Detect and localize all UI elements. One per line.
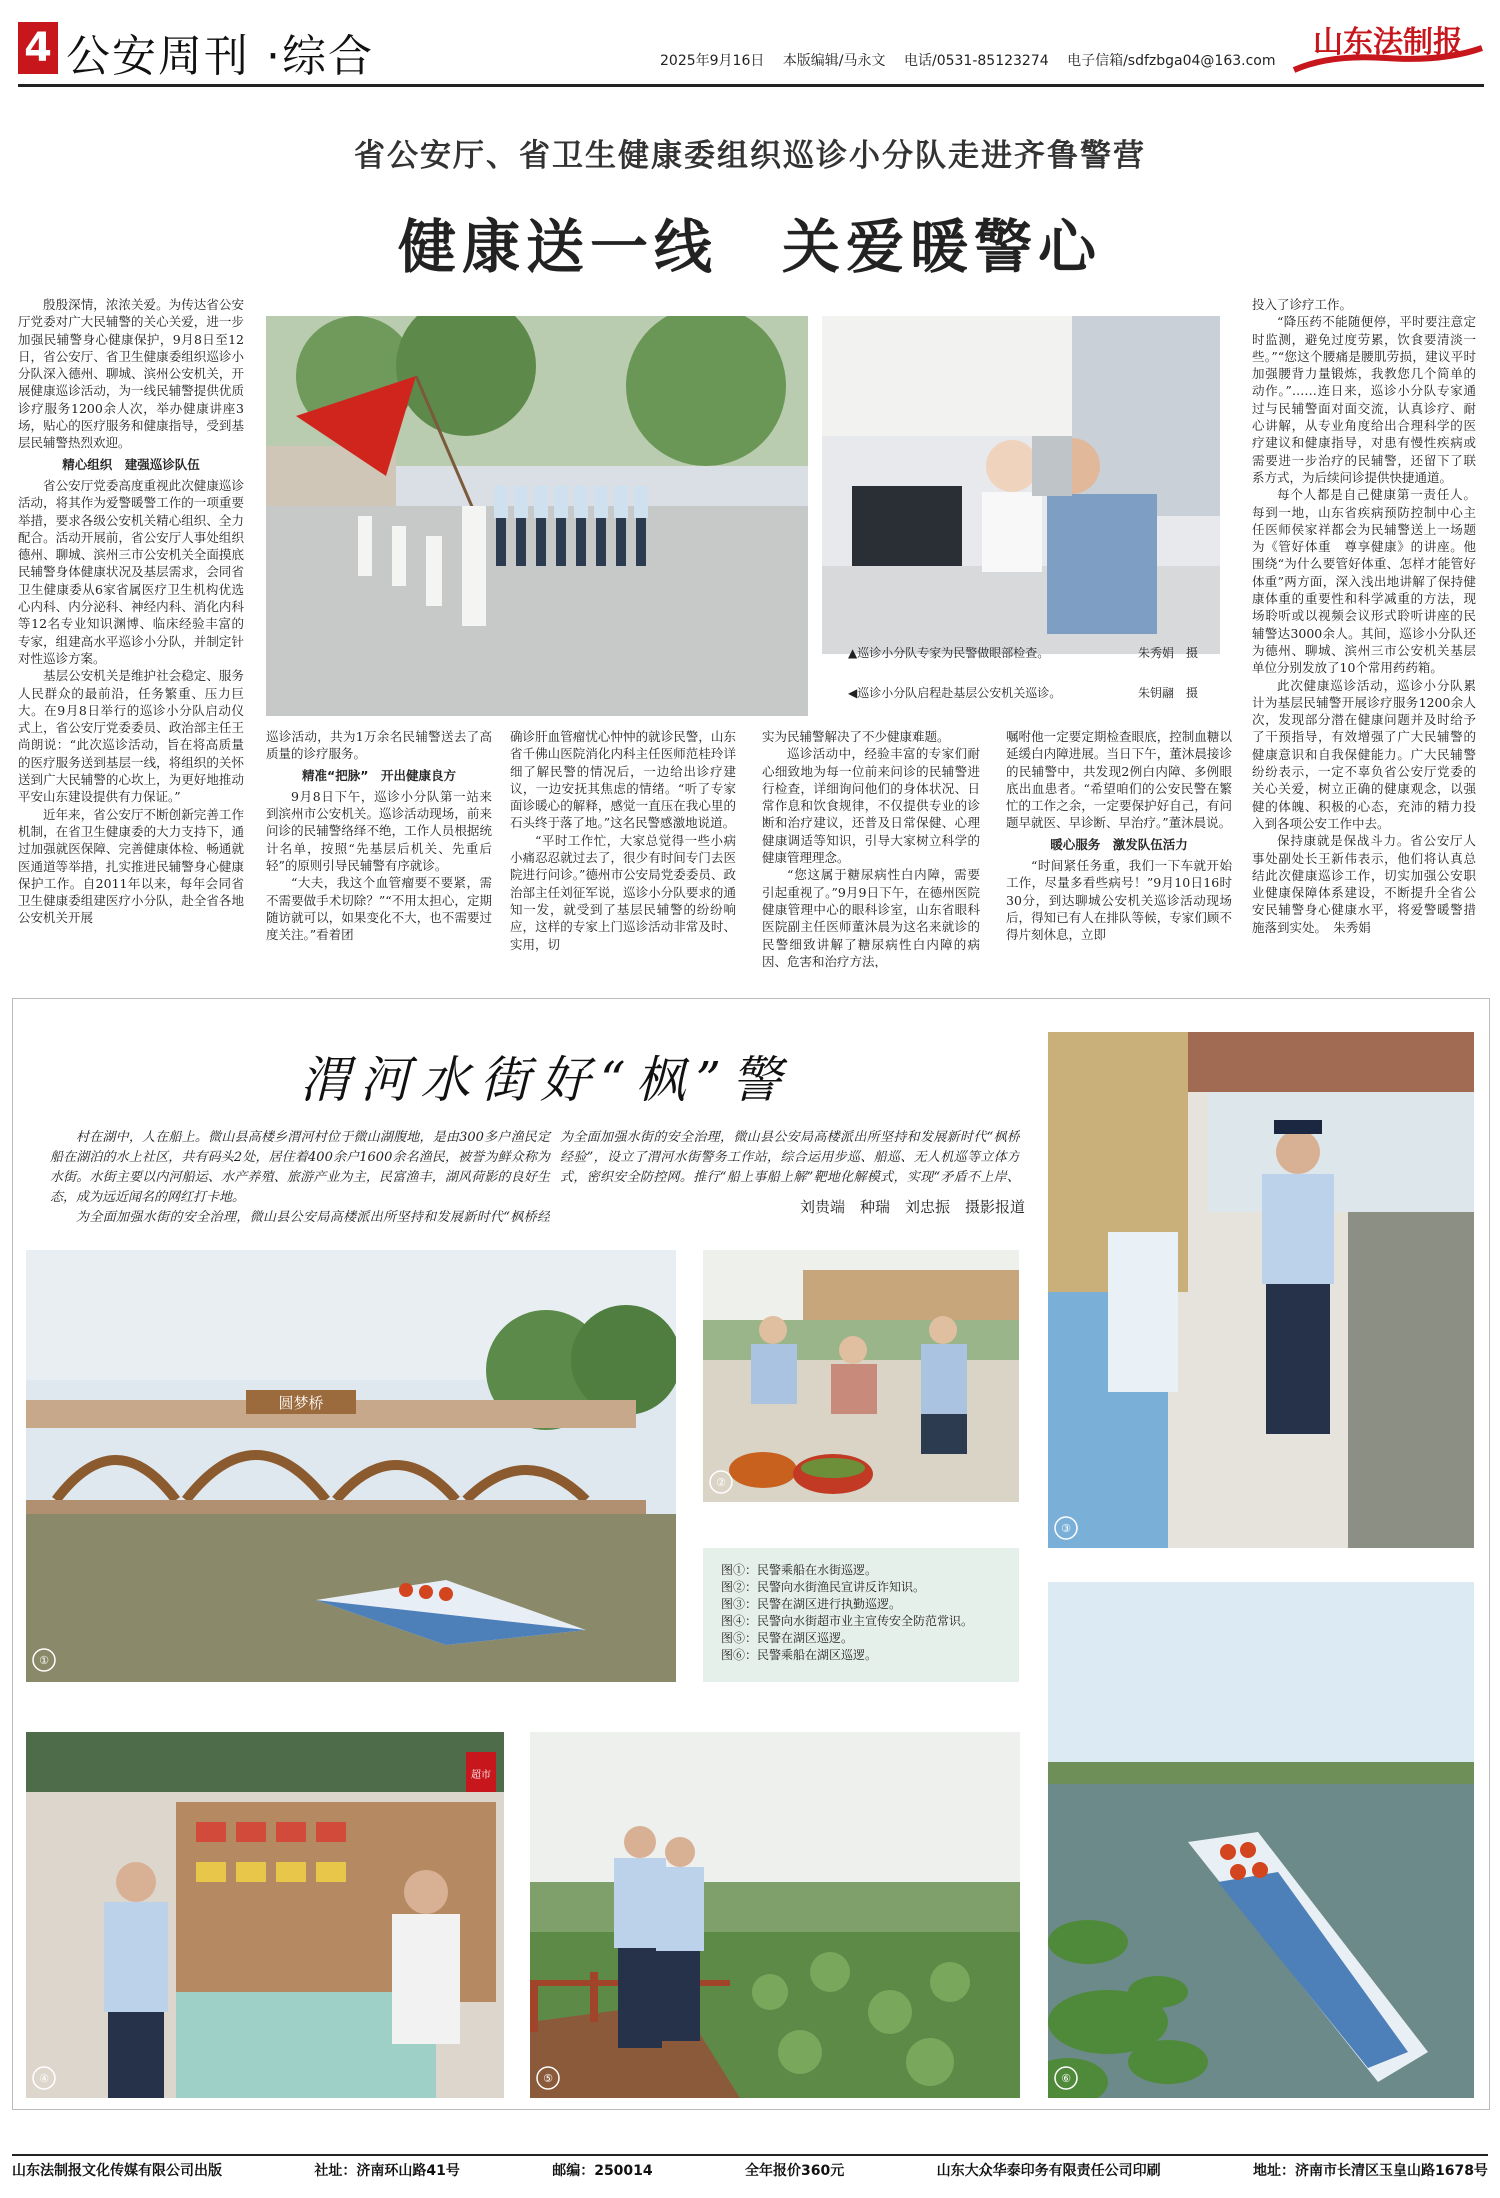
section-subhead: 暖心服务 激发队伍活力 (1050, 836, 1188, 852)
story1-column-2 (266, 728, 492, 968)
photo-2-anti-fraud-talk (703, 1250, 1019, 1502)
paragraph: 9月8日下午，巡诊小分队第一站来到滨州市公安机关。巡诊活动现场，前来问诊的民辅警络绎不绝，工作人员根据统计名单，按照“先基层后机关、先重后轻”的原则引导民辅警有序就诊。 (266, 788, 492, 874)
paragraph: 保持康就是保战斗力。省公安厅人事处副处长王新伟表示，他们将认真总结此次健康巡诊工作，切实加强公安职业健康保障体系建设，不断提升全省公安民辅警身心健康水平，将爱警暖警措施落到实处。 朱秀娟 (1252, 833, 1476, 935)
legend-item: 图②：民警向水街渔民宣讲反诈知识。 (721, 1580, 926, 1594)
photo-eye-exam (822, 316, 1220, 654)
paragraph: “您这属于糖尿病性白内障，需要引起重视了。”9月9日下午，在德州医院健康管理中心的眼科诊室，山东省眼科医院副主任医师董沐晨为这名来就诊的民警细致讲解了糖尿病性白内障的病因、危害和治疗方法， (762, 867, 980, 968)
footer-publisher: 山东法制报文化传媒有限公司出版 (12, 2163, 222, 2179)
photo-credit: 朱钥翮 摄 (1138, 686, 1199, 700)
paragraph: “降压药不能随便停，平时要注意定时监测，避免过度劳累，饮食要清淡一些。”“您这个腰痛是腰肌劳损，建议平时加强腰背力量锻炼，我教您几个简单的动作。”……连日来，巡诊小分队专家通过与民辅警面对面交流，认真诊疗、耐心讲解，从专业角度给出合理科学的医疗建议和健康指导，对患有慢性疾病或需要进一步治疗的民辅警，还留下了联系方式，为后续问诊提供快捷通道。 (1252, 314, 1476, 485)
story2-headline: 渭河水街好“枫”警 (300, 1051, 792, 1109)
photo-caption: ▲巡诊小分队专家为民警做眼部检查。 (848, 646, 1050, 660)
photo-4-shop-visit (26, 1732, 504, 2098)
paragraph: 基层公安机关是维护社会稳定、服务人民群众的最前沿，任务繁重、压力巨大。在9月8日举行的巡诊小分队启动仪式上，省公安厅党委委员、政治部主任王尚朗说：“此次巡诊活动，旨在将高质量的医疗服务送到基层一线，将组织的关怀送到广大民辅警的心坎上，为更好地推动平安山东建设提供有力保证。” (18, 668, 244, 805)
story2-text-right (560, 1128, 1020, 1190)
photo-patrol-march (266, 316, 808, 716)
paragraph: 每个人都是自己健康第一责任人。每到一地，山东省疾病预防控制中心主任医师侯家祥都会为民辅警送上一场题为《管好体重 尊享健康》的讲座。他围绕“为什么要管好体重、怎样才能管好体重”两方面，深入浅出地讲解了保持健康体重的重要性和科学减重的方法，现场聆听或以视频会议形式聆听讲座的民辅警达3000余人。其间，巡诊小分队还为德州、聊城、滨州三市公安机关基层单位分别发放了10个常用药药箱。 (1252, 487, 1476, 676)
paragraph: 殷殷深情，浓浓关爱。为传达省公安厅党委对广大民辅警的关心关爱，进一步加强民辅警身心健康保护，9月8日至12日，省公安厅、省卫生健康委组织巡诊小分队深入德州、聊城、滨州公安机关，开展健康巡诊活动，为一线民辅警提供优质诊疗服务1200余人次，举办健康讲座3场，贴心的医疗服务和健康指导，受到基层民辅警热烈欢迎。 (18, 297, 244, 451)
footer-print-address: 地址：济南市长清区玉皇山路1678号 (1252, 2163, 1488, 2179)
paragraph: 村在湖中，人在船上。微山县高楼乡渭河村位于微山湖腹地，是由300多户渔民定船在湖泊的水上社区，共有码头2处，居住着400余户1600余名渔民，被誉为鲜众称为水街。水街主要以内河船运、水产养殖、旅游产业为主，民富渔丰，湖风荷影的良好生态，成为远近闻名的网红打卡地。 (50, 1130, 550, 1205)
legend-item: 图⑥：民警乘船在湖区巡逻。 (721, 1648, 878, 1662)
masthead-logo (1290, 18, 1486, 76)
photo-1-boat-patrol (26, 1250, 676, 1682)
editor: 本版编辑/马永文 (782, 53, 886, 69)
photo-tag: ② (716, 1476, 726, 1489)
paragraph: 巡诊活动，共为1万余名民辅警送去了高质量的诊疗服务。 (266, 729, 492, 762)
shop-sign: 超市 (471, 1770, 491, 1781)
paragraph: “时间紧任务重，我们一下车就开始工作，尽量多看些病号！”9月10日16时30分，到达聊城公安机关巡诊活动现场后，得知已有人在排队等候，专家们顾不得片刻休息，立即 (1006, 858, 1232, 943)
paragraph: 巡诊活动中，经验丰富的专家们耐心细致地为每一位前来问诊的民辅警进行检查，详细询问他们的身体状况、日常作息和饮食规律，不仅提供专业的诊断和治疗建议，还普及日常保健、心理健康调适等知识，引导大家树立科学的健康管理理念。 (762, 746, 980, 866)
photo-tag: ① (39, 1654, 49, 1667)
paragraph: 为全面加强水街的安全治理，微山县公安局高楼派出所坚持和发展新时代“枫桥经验”，设立了渭河水街警务工作站，综合运用步巡、船巡、无人机巡等立体方式，密织安全防控网。推行“船上事船上解”靶地化解模式，实现“矛盾不上岸、 (560, 1130, 1020, 1185)
photo-tag: ④ (39, 2072, 49, 2085)
legend-item: 图④：民警向水街超市业主宣传安全防范常识。 (721, 1614, 974, 1628)
footer-postcode: 邮编：250014 (552, 2163, 653, 2179)
header-info (660, 50, 1290, 70)
email: 电子信箱/sdfzbga04@163.com (1067, 53, 1276, 69)
photo-caption: ◀巡诊小分队启程赴基层公安机关巡诊。 (848, 686, 1062, 700)
paragraph: 此次健康巡诊活动，巡诊小分队累计为基层民辅警开展诊疗服务1200余人次，发现部分潜在健康问题并及时给予了干预指导，有效增强了广大民辅警的健康意识和自我保健能力。广大民辅警纷纷表示，一定不辜负省公安厅党委的关心关爱，树立正确的健康观念，以强健的体魄、积极的心态，充沛的精力投入到各项公安工作中去。 (1252, 677, 1476, 831)
paragraph: “平时工作忙，大家总觉得一些小病小痛忍忍就过去了，很少有时间专门去医院进行问诊。”德州市公安局党委委员、政治部主任刘征军说，巡诊小分队要求的通知一发，就受到了基层民辅警的纷纷响应，这样的专家上门巡诊活动非常及时、实用，切 (510, 832, 736, 952)
phone: 电话/0531-85123274 (903, 53, 1049, 69)
paragraph: 近年来，省公安厅不断创新完善工作机制，在省卫生健康委的大力支持下，通过加强就医保障、完善健康体检、畅通就医通道等举措，扎实推进民辅警身心健康保护工作。自2011年以来，每年会同省卫生健康委组建医疗小分队，赴全省各地公安机关开展 (18, 806, 244, 926)
paragraph: 嘱咐他一定要定期检查眼底，控制血糖以延缓白内障进展。当日下午，董沐晨接诊的民辅警中，共发现2例白内障、多例眼底出血患者。“希望咱们的公安民警在繁忙的工作之余，一定要保护好自己，有问题早就医、早诊断、早治疗。”董沐晨说。 (1006, 729, 1232, 831)
photo-tag: ⑤ (543, 2072, 553, 2085)
story1-subheadline: 省公安厅、省卫生健康委组织巡诊小分队走进齐鲁警营 (354, 138, 1146, 174)
paragraph: 为全面加强水街的安全治理，微山县公安局高楼派出所坚持和发展新时代“枫桥经 (76, 1210, 550, 1225)
legend-item: 图①：民警乘船在水街巡逻。 (721, 1563, 878, 1577)
footer-address: 社址：济南环山路41号 (314, 2163, 460, 2179)
paragraph: 确诊肝血管瘤忧心忡忡的就诊民警，山东省千佛山医院消化内科主任医师范桂玲详细了解民警的情况后，一边给出诊疗建议，一边安抚其焦虑的情绪。“听了专家面诊暖心的解释，感觉一直压在我心里的石头终于落了地。”这名民警感激地说道。 (510, 729, 736, 831)
photo-6-lake-boat (1048, 1582, 1474, 2098)
story1-column-3 (510, 728, 736, 968)
photo-tag: ③ (1061, 1522, 1071, 1535)
story2-byline: 刘贵端 种瑞 刘忠振 摄影报道 (800, 1198, 1026, 1216)
section-subhead: 精准“把脉” 开出健康良方 (302, 767, 456, 783)
photo-5-lake-patrol (530, 1732, 1020, 2098)
paragraph: 省公安厅党委高度重视此次健康巡诊活动，将其作为爱警暖警工作的一项重要举措，要求各级公安机关精心组织、全力配合。活动开展前，省公安厅人事处组织德州、聊城、滨州三市公安机关全面摸底民辅警身体健康状况及基层需求，会同省卫生健康委从6家省属医疗卫生机构优选心内科、内分泌科、神经内科、消化内科等12名专业知识渊博、临床经验丰富的专家，组建高水平巡诊小分队，并制定针对性巡诊方案。 (18, 477, 244, 666)
page-number: 4 (18, 22, 58, 74)
masthead-text: 山东法制报 (1313, 25, 1463, 60)
arch-sign: 圆梦桥 (278, 1394, 324, 1412)
story1-column-5 (1006, 728, 1232, 968)
story1-column-6 (1252, 296, 1476, 968)
section-subhead: 精心组织 建强巡诊队伍 (62, 456, 200, 472)
legend-item: 图③：民警在湖区进行执勤巡逻。 (721, 1597, 902, 1611)
story1-column-4 (762, 728, 980, 968)
photo-3-pier-duty (1048, 1032, 1474, 1548)
header-rule (18, 84, 1484, 87)
footer-rule (12, 2154, 1488, 2156)
paragraph: 投入了诊疗工作。 (1252, 297, 1353, 312)
footer-printer: 山东大众华泰印务有限责任公司印刷 (936, 2163, 1161, 2179)
legend-item: 图⑤：民警在湖区巡逻。 (721, 1631, 854, 1645)
story2-text-left (50, 1128, 550, 1228)
footer-price: 全年报价360元 (745, 2163, 845, 2179)
issue-date: 2025年9月16日 (660, 53, 765, 69)
paragraph: 实为民辅警解决了不少健康难题。 (762, 729, 950, 744)
story1-headline: 健康送一线 关爱暖警心 (397, 213, 1102, 281)
story1-column-1 (18, 296, 244, 968)
photo-credit: 朱秀娟 摄 (1138, 646, 1199, 660)
photo-legend (703, 1548, 1019, 1682)
section-title: 公安周刊 ·综合 (66, 31, 374, 82)
footer (12, 2160, 1488, 2180)
photo-tag: ⑥ (1061, 2072, 1071, 2085)
paragraph: “大夫，我这个血管瘤要不要紧，需不需要做手术切除？”“不用太担心，定期随访就可以，如果变化不大，也不需要过度关注。”看着团 (266, 875, 492, 943)
